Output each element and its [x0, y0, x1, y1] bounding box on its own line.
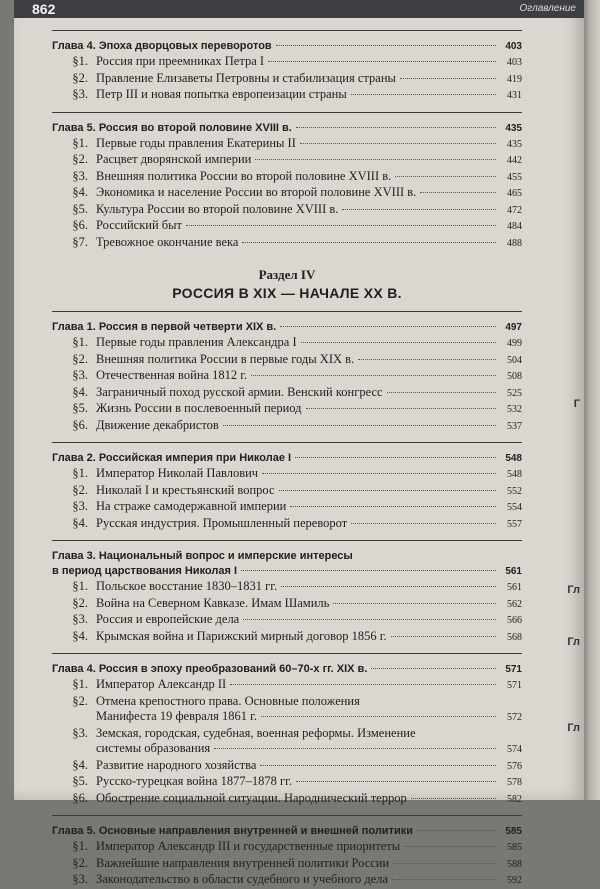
leader-dots: [280, 326, 496, 327]
leader-dots: [223, 425, 496, 426]
separator-rule: [52, 653, 522, 654]
page-ref: 537: [507, 420, 522, 432]
item-number: §7.: [72, 234, 88, 249]
page-ref: 431: [507, 90, 522, 101]
page-ref: 455: [507, 171, 522, 183]
adjacent-page-letter: Гл: [567, 584, 580, 596]
page-ref: 435: [507, 138, 522, 150]
item-number: §2.: [72, 70, 88, 85]
leader-dots: [260, 765, 496, 766]
toc-item-cont: [52, 709, 522, 726]
separator-rule: [52, 442, 522, 443]
leader-dots: [342, 209, 496, 210]
item-number: §3.: [72, 725, 88, 740]
item-title: Император Александр II: [96, 677, 227, 691]
page-ref: 562: [507, 598, 522, 610]
toc-item: [52, 726, 522, 742]
toc-item: [52, 185, 522, 202]
item-number: §4.: [72, 185, 88, 199]
item-number: §5.: [72, 774, 88, 788]
chapter-heading: [52, 320, 522, 335]
leader-dots: [262, 473, 496, 474]
leader-dots: [391, 636, 496, 637]
item-title: Война на Северном Кавказе. Имам Шамиль: [96, 595, 330, 610]
chapter-heading: [52, 121, 522, 136]
toc-item: [52, 418, 522, 435]
toc-item: [52, 596, 522, 613]
leader-dots: [351, 523, 496, 524]
toc-item: [52, 677, 522, 694]
page-ref: 554: [507, 502, 522, 513]
item-title: Правление Елизаветы Петровны и стабилизация страны: [96, 70, 396, 85]
chapter-title: Глава 2. Российская империя при Николае I: [52, 452, 292, 464]
item-number: §3.: [72, 368, 88, 382]
item-title: Русско-турецкая война 1877–1878 гг.: [96, 774, 292, 788]
leader-dots: [268, 61, 496, 62]
page-ref: 585: [507, 842, 522, 853]
page-number: 862: [32, 1, 56, 17]
leader-dots: [333, 603, 496, 604]
chapter-heading: [52, 824, 522, 839]
toc-item: [52, 368, 522, 385]
page-ref: 403: [507, 57, 522, 68]
adjacent-page-letter: Гл: [567, 722, 580, 734]
page-ref: 435: [505, 122, 522, 134]
item-title: Внешняя политика России во второй половине XVIII в.: [96, 168, 392, 183]
chapter-heading-cont: [52, 564, 522, 579]
book-spine-edge: [584, 0, 600, 800]
leader-dots: [241, 570, 496, 571]
toc-item: [52, 466, 522, 483]
page-ref: 568: [507, 631, 522, 643]
item-number: §1.: [72, 135, 88, 150]
toc-item: [52, 218, 522, 235]
item-number: §3.: [72, 612, 88, 626]
toc-item: [52, 136, 522, 153]
section-heading: [52, 267, 522, 303]
page-ref: 566: [507, 615, 522, 626]
page-ref: 578: [507, 777, 522, 788]
page-ref: 582: [507, 793, 522, 805]
chapter-title-line2: в период царствования Николая I: [52, 565, 238, 577]
toc-item: [52, 499, 522, 516]
item-number: §6.: [72, 218, 88, 232]
toc-item: [52, 385, 522, 402]
page-header-bar: [14, 0, 584, 18]
toc-item: [52, 579, 522, 596]
item-title: Экономика и население России во второй половине XVIII в.: [96, 185, 417, 199]
separator-rule: [52, 311, 522, 312]
page-ref: 571: [505, 664, 522, 675]
item-number: §3.: [72, 499, 88, 513]
toc-item: [52, 235, 522, 252]
item-number: §1.: [72, 677, 88, 691]
item-number: §1.: [72, 839, 88, 853]
leader-dots: [243, 619, 496, 620]
item-number: §4.: [72, 757, 88, 772]
toc-item: [52, 612, 522, 629]
item-number: §1.: [72, 579, 88, 593]
page-ref: 561: [507, 582, 522, 593]
page-ref: 548: [505, 453, 522, 464]
leader-dots: [295, 457, 496, 458]
item-number: §1.: [72, 335, 88, 349]
toc-item: [52, 839, 522, 856]
item-number: §2.: [72, 351, 88, 366]
item-title-line2: системы образования: [96, 741, 211, 755]
page-ref: 403: [505, 41, 522, 52]
leader-dots: [387, 392, 496, 393]
page-ref: 465: [507, 188, 522, 199]
page-ref: 574: [507, 744, 522, 755]
leader-dots: [393, 863, 496, 864]
item-number: §4.: [72, 628, 88, 643]
item-number: §1.: [72, 54, 88, 68]
page-ref: 472: [507, 204, 522, 216]
toc-item: [52, 71, 522, 88]
page-ref: 572: [507, 712, 522, 723]
leader-dots: [404, 846, 496, 847]
leader-dots: [279, 490, 496, 491]
item-title: Культура России во второй половине XVIII в.: [96, 201, 339, 216]
top-rule: [52, 30, 522, 31]
item-title: Император Николай Павлович: [96, 466, 259, 480]
leader-dots: [242, 242, 496, 243]
page-ref: 592: [507, 875, 522, 886]
item-title: Важнейшие направления внутренней политики России: [96, 855, 390, 870]
toc-item: [52, 791, 522, 808]
chapter-title: Глава 5. Россия во второй половине XVIII в.: [52, 121, 292, 134]
item-title-line1: Земская, городская, судебная, военная реформы. Изменение: [96, 725, 416, 740]
leader-dots: [411, 798, 496, 799]
toc-item: [52, 169, 522, 186]
page-ref: 561: [505, 566, 522, 577]
item-number: §3.: [72, 872, 88, 886]
leader-dots: [300, 143, 496, 144]
leader-dots: [400, 78, 496, 79]
chapter-title-line1: Глава 3. Национальный вопрос и имперские интересы: [52, 550, 353, 562]
leader-dots: [301, 342, 496, 343]
item-number: §6.: [72, 417, 88, 432]
toc-item: [52, 352, 522, 369]
table-of-contents: [52, 26, 522, 889]
page-ref: 557: [507, 518, 522, 530]
item-title: Обострение социальной ситуации. Народнический террор: [96, 790, 407, 805]
item-title: Николай I и крестьянский вопрос: [96, 482, 275, 497]
leader-dots: [251, 375, 496, 376]
chapter-title: Глава 1. Россия в первой четверти XIX в.: [52, 321, 277, 333]
leader-dots: [296, 127, 496, 128]
page-ref: 585: [505, 826, 522, 837]
leader-dots: [371, 668, 496, 669]
item-title: Россия при преемниках Петра I: [96, 54, 265, 68]
page-ref: 484: [507, 221, 522, 232]
toc-item: [52, 758, 522, 775]
separator-rule: [52, 540, 522, 541]
page-ref: 497: [505, 322, 522, 333]
item-title: На страже самодержавной империи: [96, 499, 287, 513]
leader-dots: [306, 408, 496, 409]
page-ref: 442: [507, 155, 522, 166]
page-ref: 532: [507, 404, 522, 415]
toc-item: [52, 774, 522, 791]
chapter-heading: [52, 39, 522, 54]
leader-dots: [420, 192, 496, 193]
item-number: §2.: [72, 152, 88, 166]
chapter-title: Глава 4. Эпоха дворцовых переворотов: [52, 40, 272, 52]
item-title: Расцвет дворянской империи: [96, 152, 252, 166]
item-title: Отечественная война 1812 г.: [96, 368, 248, 382]
section-label: Раздел IV: [258, 267, 316, 282]
section-title: РОССИЯ В XIX — НАЧАЛЕ XX В.: [172, 285, 402, 301]
page-ref: 576: [507, 760, 522, 772]
book-page: [14, 0, 584, 886]
item-number: §1.: [72, 466, 88, 480]
item-number: §5.: [72, 201, 88, 216]
separator-rule: [52, 815, 522, 816]
item-title: Польское восстание 1830–1831 гг.: [96, 579, 278, 593]
toc-item: [52, 629, 522, 646]
toc-item-cont: [52, 741, 522, 758]
toc-item: [52, 856, 522, 873]
leader-dots: [261, 716, 496, 717]
leader-dots: [296, 781, 496, 782]
toc-item: [52, 872, 522, 889]
page-ref: 525: [507, 387, 522, 399]
item-title: Российский быт: [96, 218, 183, 232]
item-title-line1: Отмена крепостного права. Основные положения: [96, 693, 360, 708]
leader-dots: [417, 830, 496, 831]
leader-dots: [290, 506, 496, 507]
toc-item: [52, 401, 522, 418]
item-number: §2.: [72, 482, 88, 497]
toc-item: [52, 516, 522, 533]
leader-dots: [255, 159, 496, 160]
toc-item: [52, 87, 522, 104]
item-title: Движение декабристов: [96, 417, 219, 432]
item-title: Петр III и новая попытка европеизации страны: [96, 87, 347, 101]
page-ref: 504: [507, 354, 522, 366]
page-ref: 488: [507, 237, 522, 249]
running-head: Оглавление: [519, 3, 576, 14]
item-number: §4.: [72, 515, 88, 530]
chapter-title: Глава 4. Россия в эпоху преобразований 60–70-х гг. XIX в.: [52, 663, 368, 675]
toc-item: [52, 152, 522, 169]
item-title: Развитие народного хозяйства: [96, 757, 257, 772]
page-ref: 419: [507, 73, 522, 85]
page-ref: 508: [507, 371, 522, 382]
item-number: §2.: [72, 855, 88, 870]
leader-dots: [358, 359, 496, 360]
item-number: §6.: [72, 790, 88, 805]
leader-dots: [230, 684, 496, 685]
leader-dots: [276, 45, 496, 46]
item-title: Внешняя политика России в первые годы XIX в.: [96, 351, 355, 366]
toc-item: [52, 54, 522, 71]
item-title: Первые годы правления Александра I: [96, 335, 297, 349]
leader-dots: [392, 879, 496, 880]
item-title: Крымская война и Парижский мирный договор 1856 г.: [96, 628, 387, 643]
item-title: Русская индустрия. Промышленный переворот: [96, 515, 348, 530]
chapter-heading: [52, 549, 522, 564]
item-title: Россия и европейские дела: [96, 612, 240, 626]
item-number: §2.: [72, 595, 88, 610]
page-ref: 548: [507, 469, 522, 480]
adjacent-page-letter: Г: [573, 398, 580, 410]
item-number: §2.: [72, 693, 88, 708]
toc-item: [52, 335, 522, 352]
chapter-title: Глава 5. Основные направления внутренней и внешней политики: [52, 825, 413, 837]
leader-dots: [351, 94, 496, 95]
leader-dots: [186, 225, 496, 226]
leader-dots: [281, 586, 496, 587]
item-number: §3.: [72, 168, 88, 183]
page-ref: 588: [507, 858, 522, 870]
item-number: §3.: [72, 87, 88, 101]
item-title: Первые годы правления Екатерины II: [96, 135, 296, 150]
item-title: Заграничный поход русской армии. Венский конгресс: [96, 384, 383, 399]
item-title: Тревожное окончание века: [96, 234, 239, 249]
page-ref: 571: [507, 680, 522, 691]
leader-dots: [214, 748, 496, 749]
item-title-line2: Манифеста 19 февраля 1861 г.: [96, 709, 257, 723]
adjacent-page-letter: Гл: [567, 636, 580, 648]
toc-item: [52, 483, 522, 500]
item-number: §4.: [72, 384, 88, 399]
page-ref: 552: [507, 485, 522, 497]
page-ref: 499: [507, 338, 522, 349]
item-title: Император Александр III и государственные приоритеты: [96, 839, 401, 853]
separator-rule: [52, 112, 522, 113]
chapter-heading: [52, 662, 522, 677]
toc-item: [52, 202, 522, 219]
item-title: Жизнь России в послевоенный период: [96, 401, 302, 415]
chapter-heading: [52, 451, 522, 466]
item-title: Законодательство в области судебного и учебного дела: [96, 872, 389, 886]
toc-item: [52, 694, 522, 710]
leader-dots: [395, 176, 496, 177]
item-number: §5.: [72, 401, 88, 415]
